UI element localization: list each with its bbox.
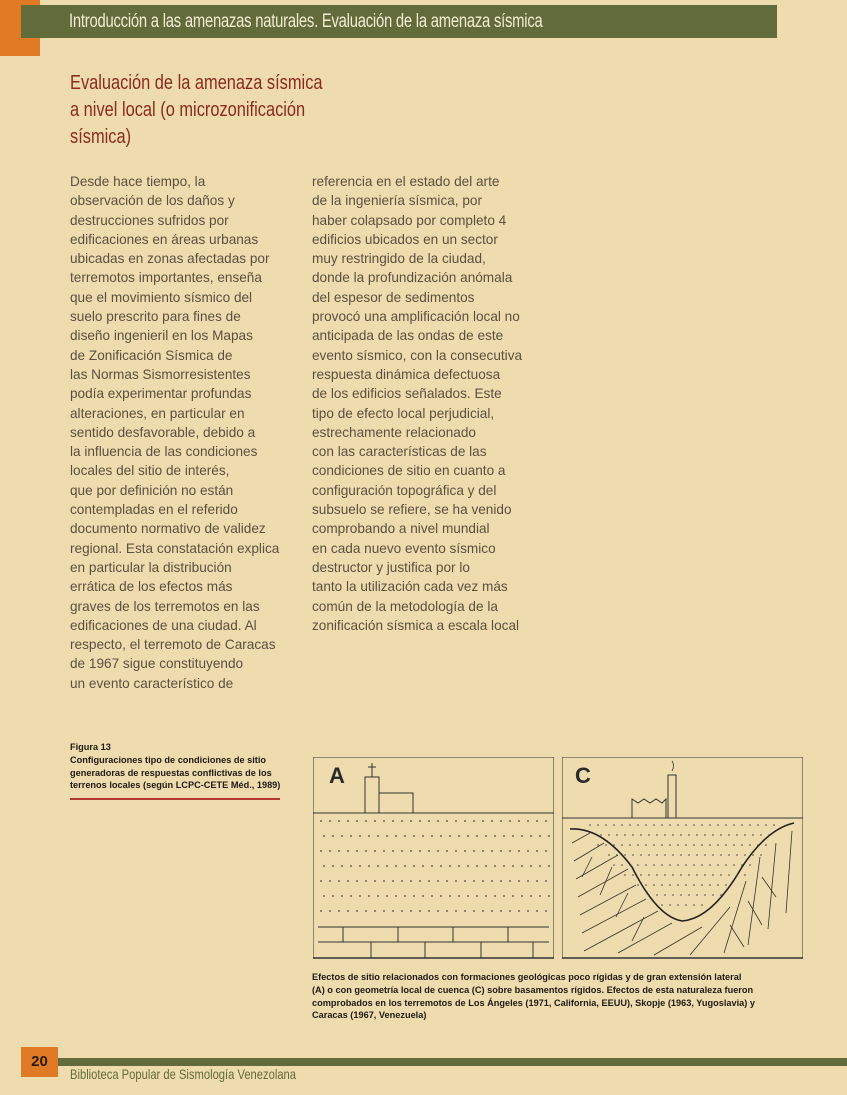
body-text-line: ubicadas en zonas afectadas por	[70, 251, 270, 267]
running-header	[21, 5, 777, 38]
running-header-title: Introducción a las amenazas naturales. Evaluación de la amenaza sísmica	[69, 11, 543, 32]
section-title-line: Evaluación de la amenaza sísmica	[70, 72, 323, 94]
body-text-line: de la ingeniería sísmica, por	[312, 193, 483, 209]
body-text-line: subsuelo se refiere, se ha venido	[312, 502, 512, 518]
body-text-line: configuración topográfica y del	[312, 482, 497, 498]
body-text-line: provocó una amplificación local no	[312, 309, 520, 325]
figure-caption-underline	[70, 798, 280, 800]
body-text-left-column	[70, 172, 300, 693]
body-text-right-column	[312, 172, 542, 635]
figure-caption-line: terrenos locales (según LCPC-CETE Méd., 1989)	[70, 780, 281, 791]
body-text-line: de 1967 sigue constituyendo	[70, 656, 244, 672]
body-text-line: respecto, el terremoto de Caracas	[70, 637, 276, 653]
body-text-line: locales del sitio de interés,	[70, 463, 230, 479]
body-text-line: evento sísmico, con la consecutiva	[312, 347, 523, 363]
figure-panel-c	[562, 757, 803, 959]
body-text-line: edificios ubicados en un sector	[312, 231, 498, 247]
body-text-line: donde la profundización anómala	[312, 270, 513, 286]
body-text-line: Desde hace tiempo, la	[70, 174, 206, 189]
body-text-line: zonificación sísmica a escala local	[312, 617, 520, 633]
body-text-line: edificaciones en áreas urbanas	[70, 231, 259, 247]
body-text-line: sentido desfavorable, debido a	[70, 424, 256, 440]
body-text-line: destrucciones sufridos por	[70, 212, 229, 228]
footer-series-title: Biblioteca Popular de Sismología Venezolana	[70, 1066, 297, 1082]
body-text-line: regional. Esta constatación explica	[70, 540, 280, 556]
body-text-line: comprobando a nivel mundial	[312, 521, 490, 537]
section-title-line: sísmica)	[70, 126, 132, 148]
body-text-line: con las características de las	[312, 444, 487, 460]
body-text-line: de los edificios señalados. Este	[312, 386, 502, 402]
panel-a-illustration	[313, 757, 554, 959]
body-text-line: destructor y justifica por lo	[312, 559, 470, 575]
body-text-line: respuesta dinámica defectuosa	[312, 366, 501, 382]
body-text-line: diseño ingenieril en los Mapas	[70, 328, 253, 344]
figure-description	[312, 971, 782, 1022]
body-text-line: observación de los daños y	[70, 193, 235, 209]
body-text-line: terremotos importantes, enseña	[70, 270, 262, 286]
section-title	[70, 70, 341, 151]
body-text-line: documento normativo de validez	[70, 521, 266, 537]
body-text-line: tipo de efecto local perjudicial,	[312, 405, 495, 421]
panel-c-label: C	[575, 763, 591, 788]
figure-description-line: (A) o con geometría local de cuenca (C) sobre basamentos rígidos. Efectos de esta naturaleza fueron	[312, 984, 754, 995]
body-text-line: que por definición no están	[70, 482, 234, 498]
body-text-line: que el movimiento sísmico del	[70, 289, 253, 305]
body-text-line: graves de los terremotos en las	[70, 598, 260, 614]
body-text-line: del espesor de sedimentos	[312, 289, 475, 305]
body-text-line: común de la metodología de la	[312, 598, 498, 614]
body-text-line: edificaciones de una ciudad. Al	[70, 617, 257, 633]
figure-caption-line: generadoras de respuestas conflictivas de los	[70, 767, 272, 778]
figure-description-line: Efectos de sitio relacionados con formaciones geológicas poco rígidas y de gran extensión lateral	[312, 972, 742, 982]
body-text-line: anticipada de las ondas de este	[312, 328, 504, 344]
body-text-line: suelo prescrito para fines de	[70, 309, 241, 325]
body-text-line: haber colapsado por completo 4	[312, 212, 507, 228]
body-text-line: muy restringido de la ciudad,	[312, 251, 486, 267]
page-number: 20	[21, 1047, 58, 1077]
body-text-line: las Normas Sismorresistentes	[70, 366, 251, 382]
figure-description-line: comprobados en los terremotos de Los Ángeles (1971, California, EEUU), Skopje (1963, Yugoslavia) y	[312, 997, 756, 1008]
section-title-line: a nivel local (o microzonificación	[70, 99, 306, 121]
body-text-line: tanto la utilización cada vez más	[312, 579, 508, 595]
body-text-line: errática de los efectos más	[70, 579, 233, 595]
body-text-line: alteraciones, en particular en	[70, 405, 245, 421]
figure-description-line: Caracas (1967, Venezuela)	[312, 1010, 427, 1021]
figure-panel-a	[313, 757, 554, 959]
body-text-line: podía experimentar profundas	[70, 386, 252, 402]
body-text-line: en cada nuevo evento sísmico	[312, 540, 496, 556]
body-text-line: en particular la distribución	[70, 559, 232, 575]
footer-rule	[58, 1058, 847, 1066]
body-text-line: contempladas en el referido	[70, 502, 238, 518]
figure-caption-line: Figura 13	[70, 742, 111, 752]
figure-caption-line: Configuraciones tipo de condiciones de sitio	[70, 754, 267, 765]
panel-a-label: A	[329, 763, 345, 788]
figure-caption	[70, 741, 285, 792]
body-text-line: la influencia de las condiciones	[70, 444, 258, 460]
body-text-line: estrechamente relacionado	[312, 424, 476, 440]
body-text-line: referencia en el estado del arte	[312, 174, 500, 189]
panel-c-illustration	[562, 757, 803, 959]
body-text-line: de Zonificación Sísmica de	[70, 347, 233, 363]
body-text-line: un evento característico de	[70, 675, 234, 691]
body-text-line: condiciones de sitio en cuanto a	[312, 463, 506, 479]
